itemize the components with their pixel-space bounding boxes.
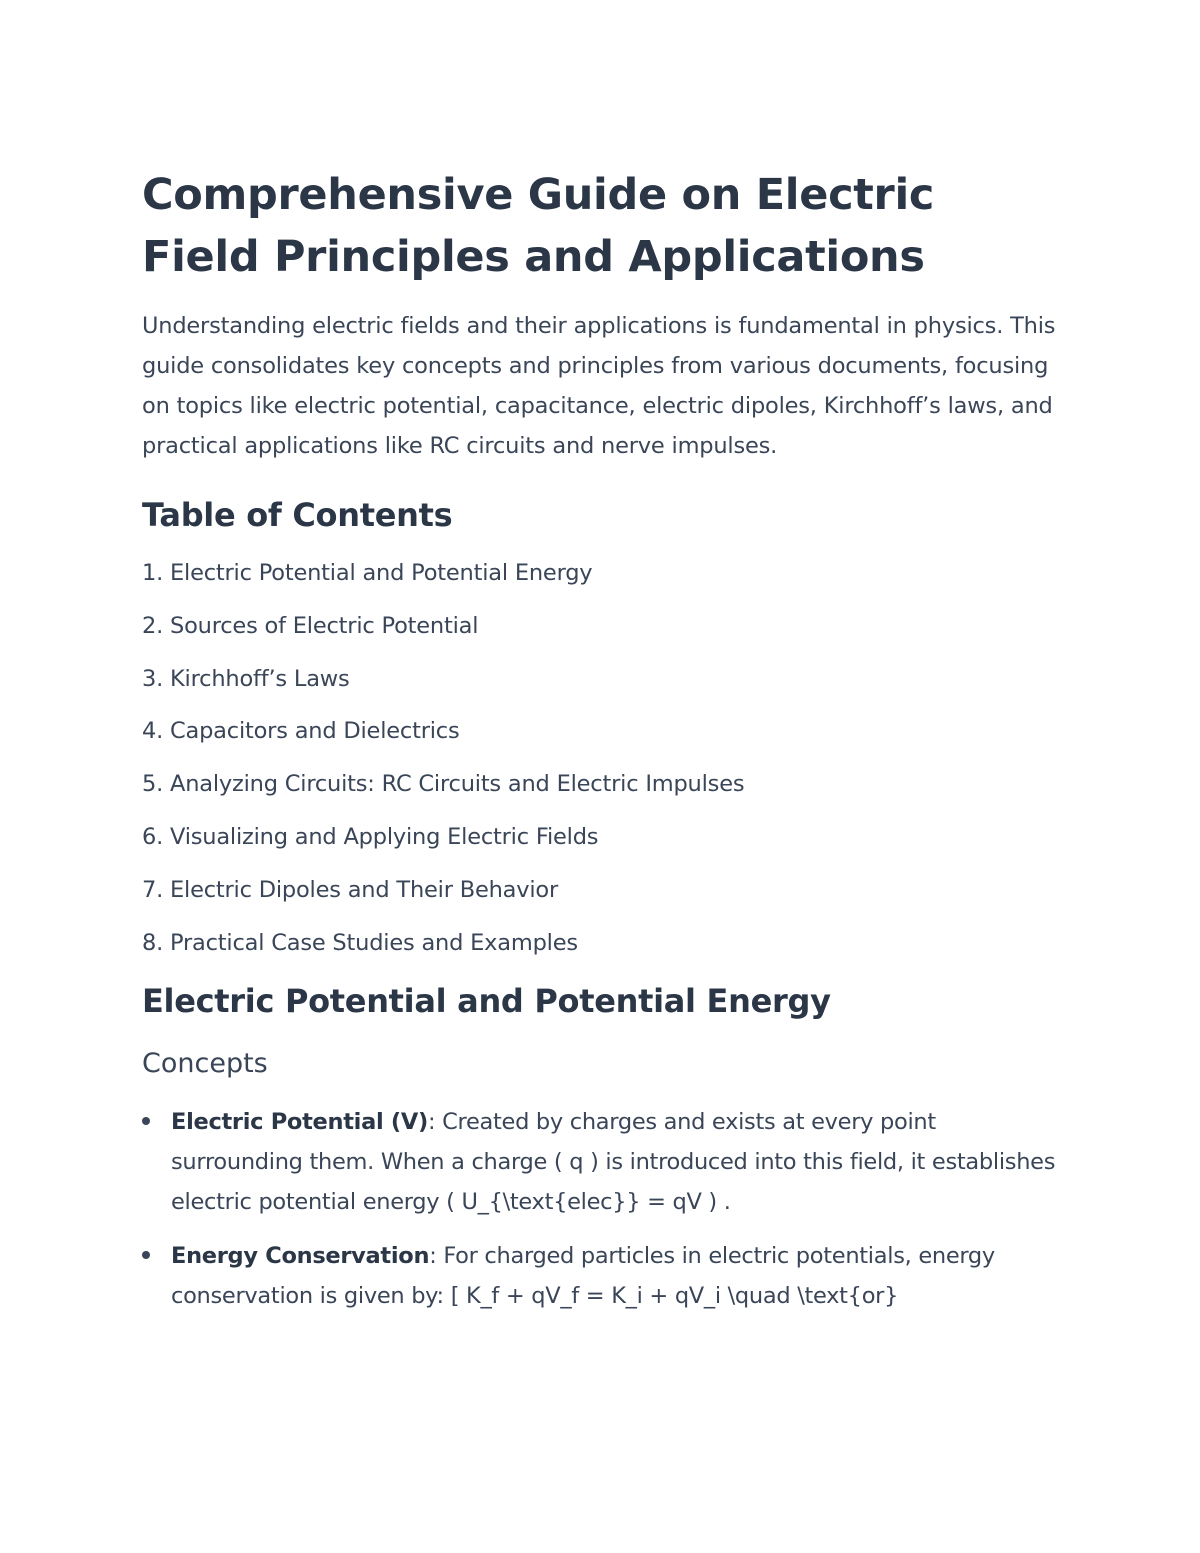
bullet-text: : Created by charges and exists at every point surrounding them. When a charge ( q ) is introduced into this field, it establishes electric potential energy ( U_{\text{elec}} = qV ) . [171,1109,1056,1216]
bullet-icon [142,1117,150,1125]
toc-item-number: 1. [142,560,164,586]
section-heading: Electric Potential and Potential Energy [142,982,831,1021]
toc-item[interactable] [142,556,1062,590]
toc-item-label: Analyzing Circuits: RC Circuits and Electric Impulses [170,771,745,798]
list-item [142,1102,1062,1222]
bullet-icon [142,1251,150,1259]
toc-item-label: Practical Case Studies and Examples [170,929,578,956]
toc-heading: Table of Contents [142,496,453,534]
toc-item-label: Capacitors and Dielectrics [170,718,460,745]
toc-item[interactable] [142,926,1062,960]
toc-item[interactable] [142,767,1062,801]
bullet-term: Energy Conservation [171,1243,430,1270]
toc-item-label: Electric Potential and Potential Energy [170,560,593,586]
list-item [142,1236,1062,1316]
toc-item-label: Visualizing and Applying Electric Fields [170,823,599,850]
toc-item-number: 5. [142,771,164,798]
intro-paragraph: Understanding electric fields and their applications is fundamental in physics. This guide consolidates key concepts and principles from various documents, focusing on topics like electric potential, capacitance, electric dipoles, Kirchhoff’s laws, and practical applications like RC circuits and nerve impulses. [142,313,1056,459]
toc-item[interactable] [142,714,1062,748]
toc-item-label: Sources of Electric Potential [170,612,479,639]
toc-item[interactable] [142,609,1062,643]
toc-item-number: 2. [142,612,164,639]
toc-item-number: 8. [142,929,164,956]
toc-item[interactable] [142,662,1062,696]
document-page [142,164,1062,1330]
concepts-list [142,1102,1062,1316]
toc-item-label: Electric Dipoles and Their Behavior [170,876,559,903]
toc-item-number: 4. [142,718,164,745]
toc-item-number: 7. [142,876,164,903]
bullet-term: Electric Potential (V) [171,1109,428,1136]
table-of-contents [142,556,1062,960]
toc-item[interactable] [142,873,1062,907]
subsection-heading: Concepts [142,1048,268,1080]
bullet-text: : For charged particles in electric potentials, energy conservation is given by: [ K_f + qV_f = K_i + qV_i \quad \text{or} [171,1243,995,1310]
toc-item-number: 3. [142,665,164,692]
page-title: Comprehensive Guide on Electric Field Principles and Applications [142,170,935,282]
toc-item-label: Kirchhoff’s Laws [170,665,350,692]
toc-item-number: 6. [142,823,164,850]
toc-item[interactable] [142,820,1062,854]
